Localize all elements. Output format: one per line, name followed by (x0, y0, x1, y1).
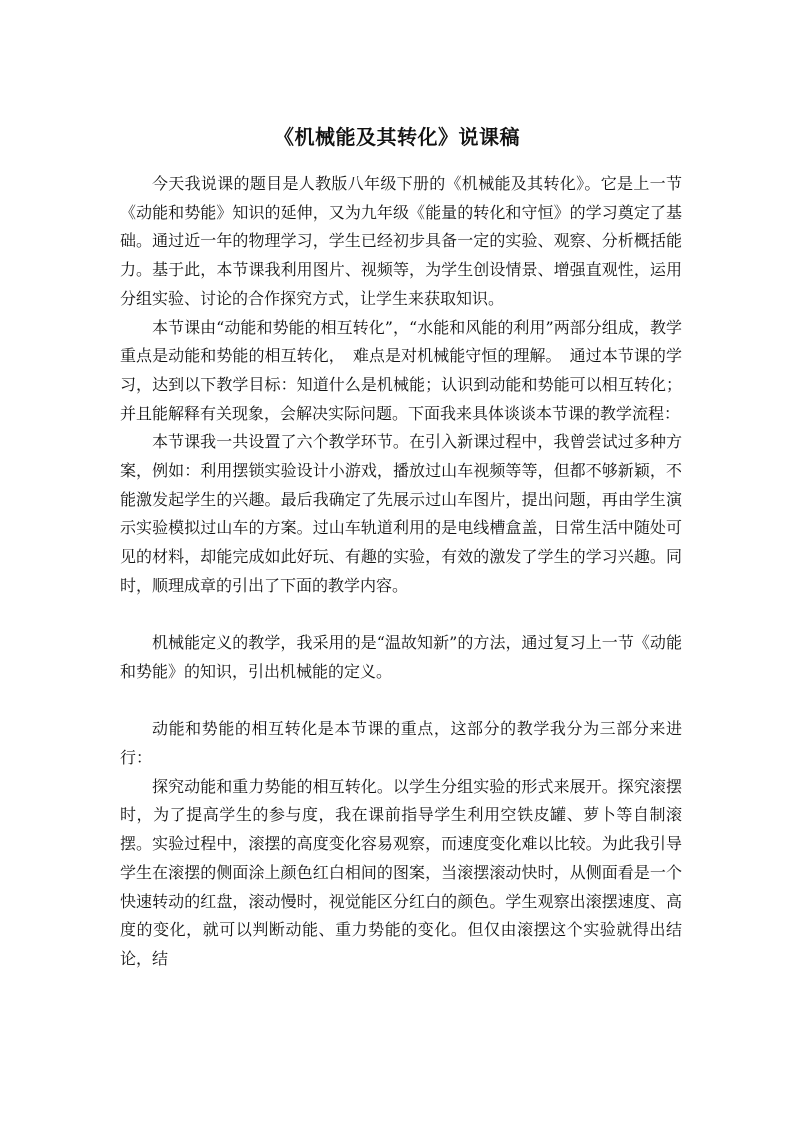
paragraph-structure: 本节课由“动能和势能的相互转化”，“水能和风能的利用”两部分组成，教学重点是动能和势能的相互转化， 难点是对机械能守恒的理解。 通过本节课的学习，达到以下教学目标：知道什么是机械能；认识到动能和势能可以相互转化；并且能解释有关现象，会解决实际问题。下面我来具体谈谈本节课的教学流程： (120, 317, 682, 423)
paragraph-definition: 机械能定义的教学，我采用的是“温故知新”的方法，通过复习上一节《动能和势能》的知识，引出机械能的定义。 (120, 633, 682, 681)
paragraph-spacer (120, 601, 682, 630)
paragraph-intro: 今天我说课的题目是人教版八年级下册的《机械能及其转化》。它是上一节《动能和势能》知识的延伸，又为九年级《能量的转化和守恒》的学习奠定了基础。通过近一年的物理学习，学生已经初步具备一定的实验、观察、分析概括能力。基于此，本节课我利用图片、视频等，为学生创设情景、增强直观性，运用分组实验、讨论的合作探究方式，让学生来获取知识。 (120, 174, 682, 308)
paragraph-focus: 动能和势能的相互转化是本节课的重点，这部分的教学我分为三部分来进行： (120, 719, 682, 768)
paragraph-spacer (120, 687, 682, 716)
document-title: 《机械能及其转化》说课稿 (274, 125, 520, 149)
paragraph-experiment: 探究动能和重力势能的相互转化。以学生分组实验的形式来展开。探究滚摆时，为了提高学生的参与度，我在课前指导学生利用空铁皮罐、萝卜等自制滚摆。实验过程中，滚摆的高度变化容易观察，而速度变化难以比较。为此我引导学生在滚摆的侧面涂上颜色红白相间的图案，当滚摆滚动快时，从侧面看是一个快速转动的红盘，滚动慢时，视觉能区分红白的颜色。学生观察出滚摆速度、高度的变化，就可以判断动能、重力势能的变化。但仅由滚摆这个实验就得出结论，结 (120, 776, 682, 968)
paragraph-teaching-steps: 本节课我一共设置了六个教学环节。在引入新课过程中，我曾尝试过多种方案，例如：利用摆锁实验设计小游戏，播放过山车视频等等，但都不够新颖，不能激发起学生的兴趣。最后我确定了先展示过山车图片，提出问题，再由学生演示实验模拟过山车的方案。过山车轨道利用的是电线槽盒盖，日常生活中随处可见的材料，却能完成如此好玩、有趣的实验，有效的激发了学生的学习兴趣。同时，顺理成章的引出了下面的教学内容。 (120, 432, 682, 595)
document-body (120, 170, 682, 974)
